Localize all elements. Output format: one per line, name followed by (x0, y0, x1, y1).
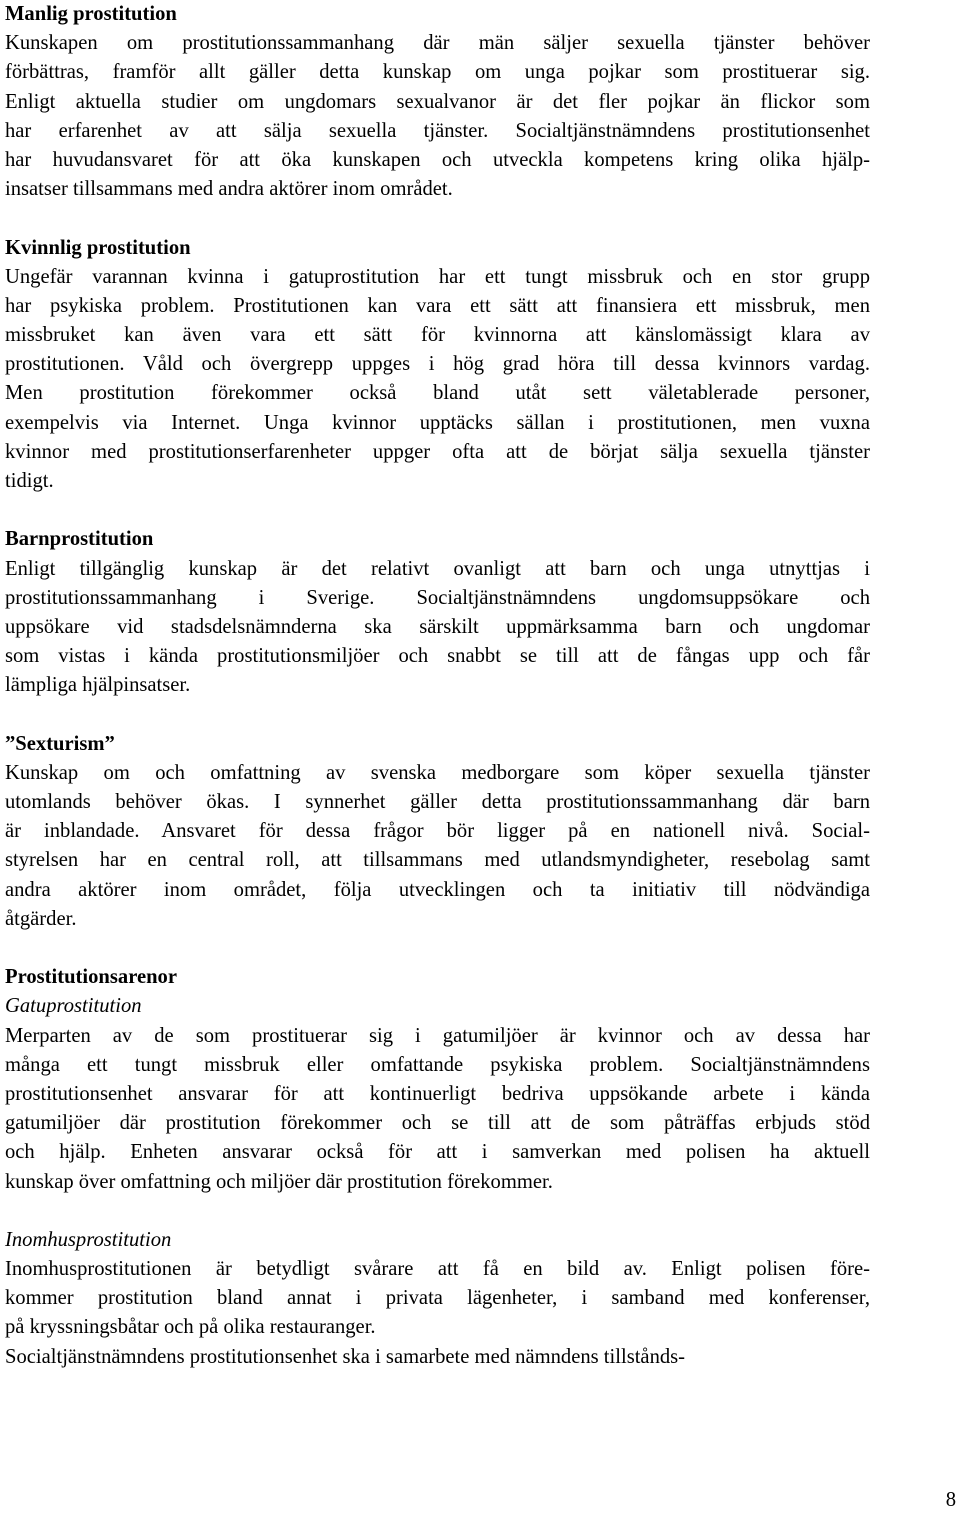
paragraph-line: Enligt tillgänglig kunskap är det relativt ovanligt att barn och unga utnyttjas i (5, 557, 870, 580)
paragraph-line: prostitutionssammanhang i Sverige. Socialtjänstnämndens ungdomsuppsökare och (5, 586, 870, 609)
section-heading: Manlig prostitution (5, 3, 177, 25)
paragraph-line: kommer prostitution bland annat i privata lägenheter, i samband med konferenser, (5, 1287, 870, 1310)
paragraph-line: Kunskapen om prostitutionssammanhang där män säljer sexuella tjänster behöver (5, 32, 870, 55)
paragraph-line: missbruket kan även vara ett sätt för kvinnorna att känslomässigt klara av (5, 324, 870, 347)
paragraph-line: tidigt. (5, 470, 54, 492)
section-subheading: Gatuprostitution (5, 995, 142, 1018)
paragraph-line: åtgärder. (5, 907, 77, 930)
paragraph-line: många ett tungt missbruk eller omfattande psykiska problem. Socialtjänstnämndens (5, 1053, 870, 1076)
paragraph-gap (5, 934, 870, 963)
paragraph-line: prostitutionsenhet ansvarar för att kontinuerligt bedriva uppsökande arbete i kända (5, 1082, 870, 1105)
section-heading: ”Sexturism” (5, 732, 115, 755)
section-barnprostitution (5, 525, 870, 700)
paragraph-line: Merparten av de som prostituerar sig i gatumiljöer är kvinnor och av dessa har (5, 1024, 870, 1047)
section-subheading: Inomhusprostitution (5, 1228, 172, 1251)
paragraph-line: uppsökare vid stadsdelsnämnderna ska särskilt uppmärksamma barn och ungdomar (5, 615, 870, 638)
paragraph-line: och hjälp. Enheten ansvarar också för att i samverkan med polisen ha aktuell (5, 1141, 870, 1164)
paragraph-line: som vistas i kända prostitutionsmiljöer och snabbt se till att de fångas upp och får (5, 645, 870, 668)
paragraph-gap (5, 701, 870, 730)
paragraph-line: har psykiska problem. Prostitutionen kan vara ett sätt att finansiera ett missbruk, men (5, 294, 870, 317)
paragraph-gap (5, 1197, 870, 1226)
paragraph-line: Kunskap om och omfattning av svenska medborgare som köper sexuella tjänster (5, 761, 870, 784)
paragraph-line: Inomhusprostitutionen är betydligt svårare att få en bild av. Enligt polisen före- (5, 1258, 870, 1281)
paragraph-line: Socialtjänstnämndens prostitutionsenhet ska i samarbete med nämndens tillstånds- (5, 1345, 686, 1368)
paragraph-line: på kryssningsbåtar och på olika restauranger. (5, 1316, 376, 1339)
paragraph-line: kunskap över omfattning och miljöer där prostitution förekommer. (5, 1170, 553, 1193)
paragraph-line: insatser tillsammans med andra aktörer inom området. (5, 178, 453, 201)
paragraph-line: har huvudansvaret för att öka kunskapen och utveckla kompetens kring olika hjälp- (5, 148, 870, 171)
paragraph-line: kvinnor med prostitutionserfarenheter uppger ofta att de börjat sälja sexuella tjänster (5, 440, 870, 463)
paragraph-line: gatumiljöer där prostitution förekommer och se till att de som påträffas erbjuds stöd (5, 1112, 870, 1135)
section-sexturism (5, 730, 870, 934)
section-kvinnlig-prostitution (5, 234, 870, 497)
section-heading: Prostitutionsarenor (5, 966, 177, 989)
paragraph-line: förbättras, framför allt gäller detta kunskap om unga pojkar som prostituerar sig. (5, 61, 870, 84)
paragraph-gap (5, 204, 870, 233)
paragraph-line: styrelsen har en central roll, att tillsammans med utlandsmyndigheter, resebolag samt (5, 849, 870, 872)
paragraph-line: prostitutionen. Våld och övergrepp uppges i hög grad höra till dessa kvinnors vardag. (5, 353, 870, 376)
section-prostitutionsarenor (5, 963, 870, 1197)
paragraph-line: Ungefär varannan kvinna i gatuprostitution har ett tungt missbruk och en stor grupp (5, 265, 870, 288)
paragraph-gap (5, 496, 870, 525)
section-inomhusprostitution (5, 1226, 870, 1372)
paragraph-line: Men prostitution förekommer också bland utåt sett väletablerade personer, (5, 382, 870, 405)
section-manlig-prostitution (5, 0, 870, 204)
paragraph-line: lämpliga hjälpinsatser. (5, 674, 191, 697)
paragraph-line: är inblandade. Ansvaret för dessa frågor bör ligger på en nationell nivå. Social- (5, 820, 870, 843)
document-page (5, 0, 870, 1372)
paragraph-line: utomlands behöver ökas. I synnerhet gäller detta prostitutionssammanhang där barn (5, 791, 870, 814)
page-number: 8 (945, 1489, 956, 1511)
paragraph-line: exempelvis via Internet. Unga kvinnor upptäcks sällan i prostitutionen, men vuxna (5, 411, 870, 434)
paragraph-line: andra aktörer inom området, följa utvecklingen och ta initiativ till nödvändiga (5, 878, 870, 901)
section-heading: Barnprostitution (5, 528, 154, 551)
section-heading: Kvinnlig prostitution (5, 236, 191, 259)
paragraph-line: har erfarenhet av att sälja sexuella tjänster. Socialtjänstnämndens prostitutionsenhet (5, 119, 870, 142)
paragraph-line: Enligt aktuella studier om ungdomars sexualvanor är det fler pojkar än flickor som (5, 90, 870, 113)
